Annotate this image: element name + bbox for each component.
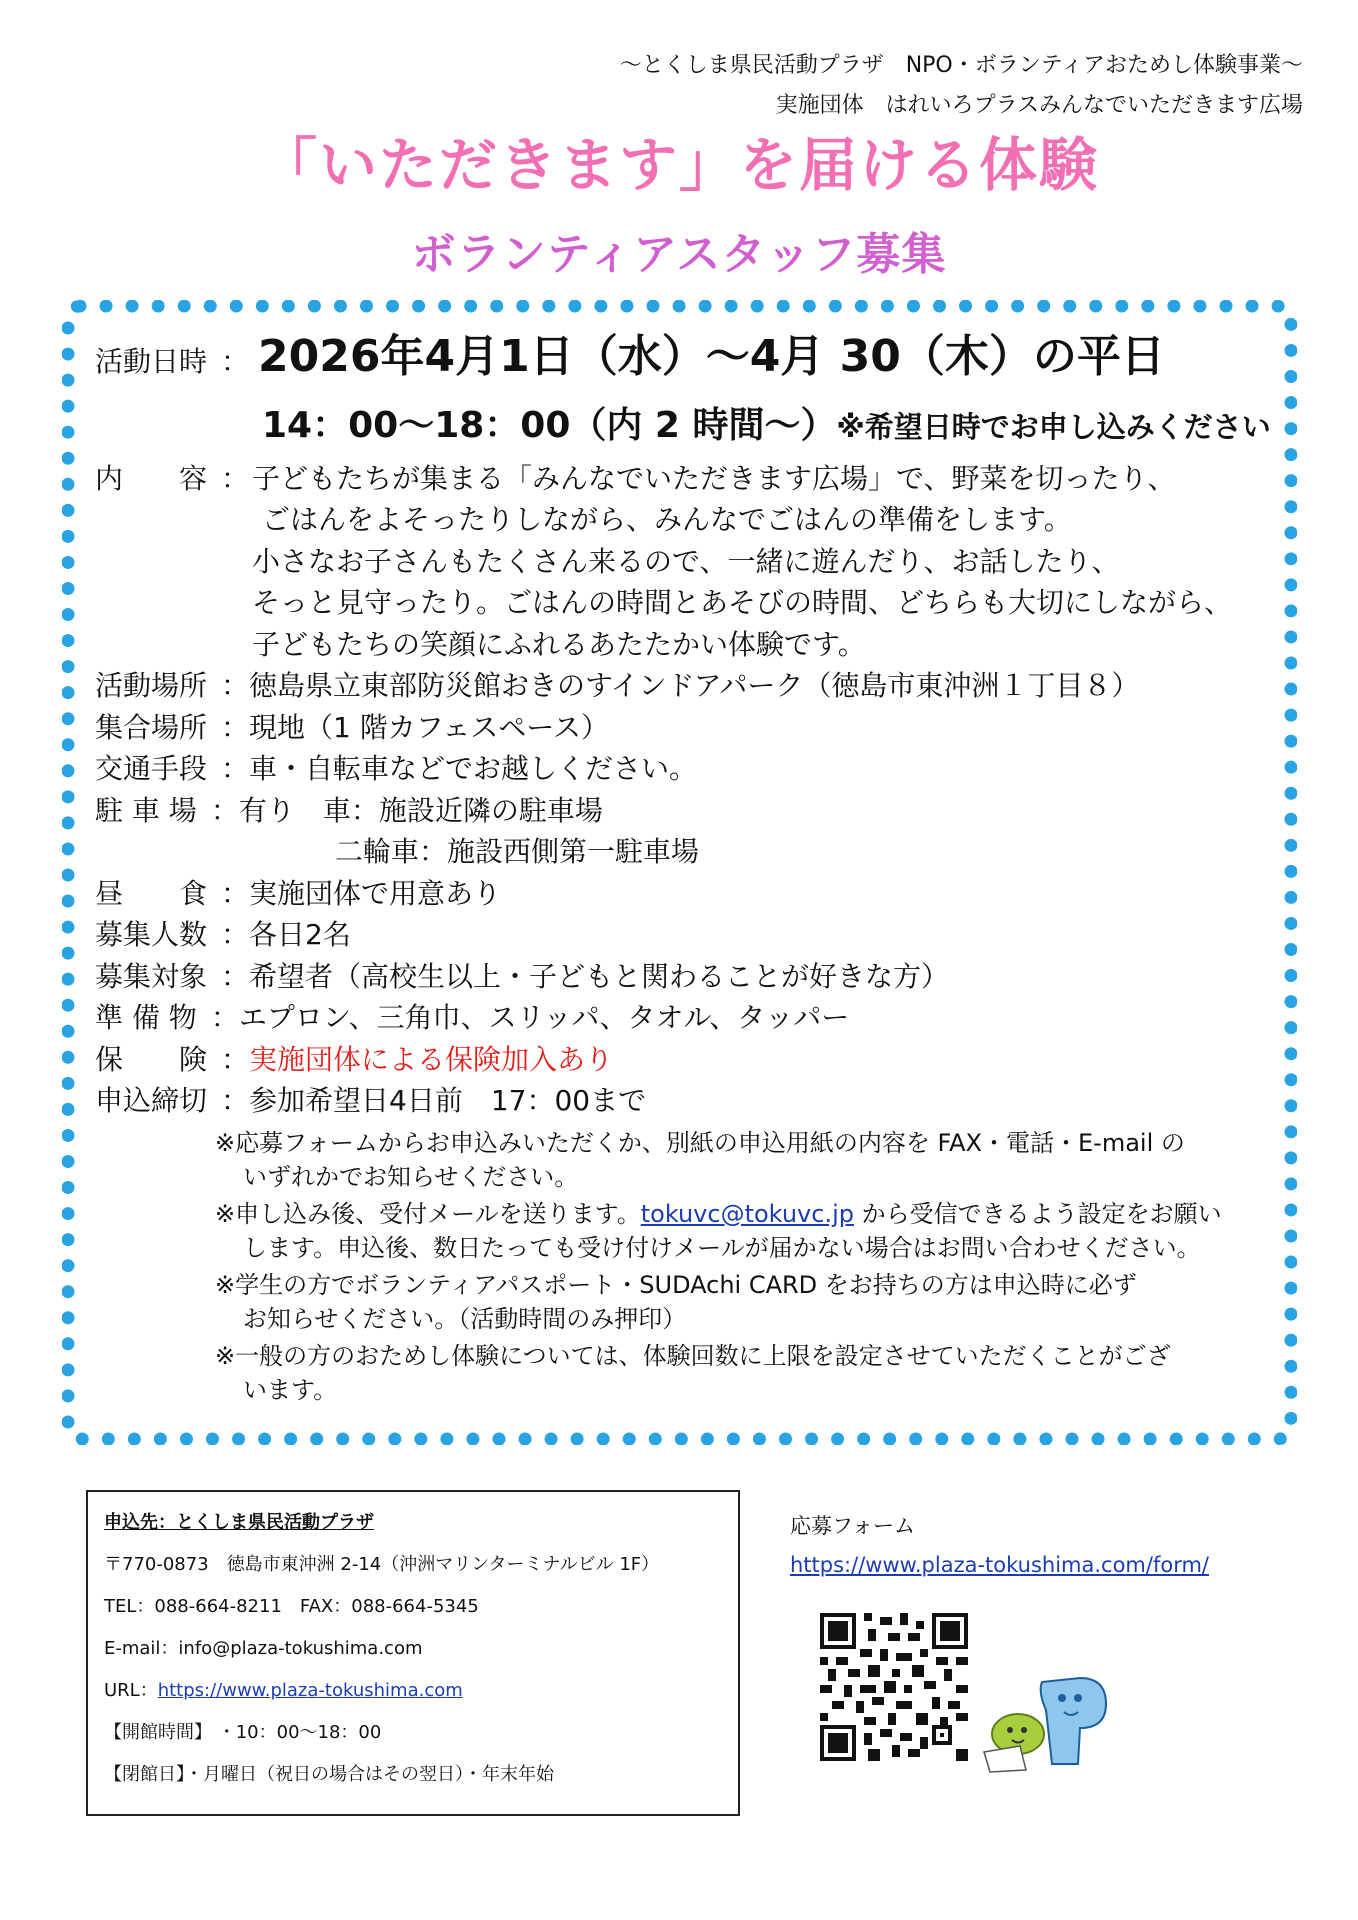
- lunch-label: 昼 食: [95, 877, 208, 910]
- content-line-1: 子どもたちが集まる「みんなでいただきます広場」で、野菜を切ったり、: [252, 462, 1176, 495]
- time-row: [262, 404, 1271, 448]
- colon: ：: [221, 462, 250, 495]
- email-link[interactable]: tokuvc@tokuvc.jp: [640, 1200, 854, 1228]
- note-2a-text-end: から受信できるよう設定をお願い: [853, 1200, 1222, 1228]
- note-1b: いずれかでお知らせください。: [243, 1163, 579, 1191]
- qr-code-icon[interactable]: [820, 1612, 968, 1762]
- content-label: 内 容: [95, 462, 208, 495]
- meet-value: 現地（1 階カフェスペース）: [249, 711, 609, 744]
- header-line-1: ～とくしま県民活動プラザ NPO・ボランティアおためし体験事業～: [619, 53, 1303, 78]
- page-title: 「いただきます」を届ける体験: [258, 131, 1099, 199]
- transport-label: 交通手段: [95, 752, 208, 785]
- deadline-value: 参加希望日4日前 17：00まで: [249, 1084, 647, 1117]
- place-label: 活動場所: [95, 669, 208, 702]
- transport-value: 車・自転車などでお越しください。: [249, 752, 698, 785]
- parking-row: [95, 794, 603, 828]
- content-label-row: [95, 462, 249, 496]
- colon: ：: [221, 1043, 250, 1076]
- contact-closed: 【閉館日】・月曜日（祝日の場合はその翌日）・年末年始: [104, 1764, 554, 1785]
- note-4b: います。: [243, 1376, 338, 1404]
- place-row: [95, 669, 1139, 703]
- date-value: 2026年4月1日（水）～4月 30（木）の平日: [258, 331, 1165, 382]
- note-2b: します。申込後、数日たっても受け付けメールが届かない場合はお問い合わせください。: [243, 1234, 1201, 1262]
- time-value: 14：00～18：00（内 2 時間～）: [262, 405, 837, 446]
- content-line-2: ごはんをよそったりしながら、みんなでごはんの準備をします。: [262, 503, 1072, 536]
- lunch-value: 実施団体で用意あり: [249, 877, 502, 910]
- colon: ：: [210, 794, 239, 827]
- date-row: [95, 345, 249, 379]
- colon: ：: [221, 345, 250, 378]
- colon: ：: [221, 1084, 250, 1117]
- note-3b: お知らせください。（活動時間のみ押印）: [243, 1305, 687, 1333]
- content-line-4: そっと見守ったり。ごはんの時間とあそびの時間、どちらも大切にしながら、: [252, 586, 1233, 619]
- note-3a: ※学生の方でボランティアパスポート・SUDAchi CARD をお持ちの方は申込時に必ず: [215, 1271, 1137, 1299]
- contact-address: 〒770-0873 徳島市東沖洲 2-14（沖洲マリンターミナルビル 1F）: [104, 1554, 660, 1575]
- count-value: 各日2名: [249, 918, 351, 951]
- contact-tel: TEL：088-664-8211 FAX：088-664-5345: [104, 1596, 479, 1617]
- content-line-3: 小さなお子さんもたくさん来るので、一緒に遊んだり、お話したり、: [252, 545, 1120, 578]
- content-line-5: 子どもたちの笑顔にふれるあたたかい体験です。: [252, 628, 866, 661]
- count-row: [95, 918, 351, 952]
- meet-label: 集合場所: [95, 711, 208, 744]
- form-label: 応募フォーム: [790, 1514, 915, 1538]
- parking-value-2: 二輪車：施設西側第一駐車場: [335, 835, 700, 868]
- meet-row: [95, 711, 609, 745]
- header-line-2: 実施団体 はれいろプラスみんなでいただきます広場: [775, 93, 1303, 118]
- contact-email: E-mail：info@plaza-tokushima.com: [104, 1638, 423, 1659]
- insurance-label: 保 険: [95, 1043, 208, 1076]
- form-link[interactable]: https://www.plaza-tokushima.com/form/: [790, 1553, 1210, 1577]
- lunch-row: [95, 877, 501, 911]
- target-row: [95, 960, 949, 994]
- url-label: URL：: [104, 1680, 158, 1701]
- colon: ：: [221, 960, 250, 993]
- deadline-label: 申込締切: [95, 1084, 208, 1117]
- page-subtitle: ボランティアスタッフ募集: [411, 229, 947, 280]
- deadline-row: [95, 1084, 646, 1118]
- colon: ：: [210, 1001, 239, 1034]
- items-row: [95, 1001, 849, 1035]
- target-label: 募集対象: [95, 960, 208, 993]
- date-label: 活動日時: [95, 345, 208, 378]
- transport-row: [95, 752, 697, 786]
- parking-value-1: 有り 車：施設近隣の駐車場: [238, 794, 603, 827]
- note-2a-text: ※申し込み後、受付メールを送ります。: [215, 1200, 641, 1228]
- note-4a: ※一般の方のおためし体験については、体験回数に上限を設定させていただくことがござ: [215, 1342, 1171, 1370]
- contact-url-row: [104, 1676, 463, 1702]
- note-1a: ※応募フォームからお申込みいただくか、別紙の申込用紙の内容を FAX・電話・E-mail の: [215, 1129, 1185, 1157]
- time-note: ※希望日時でお申し込みください: [836, 410, 1271, 444]
- insurance-value: 実施団体による保険加入あり: [249, 1043, 614, 1076]
- items-value: エプロン、三角巾、スリッパ、タオル、タッパー: [238, 1001, 850, 1034]
- insurance-row: [95, 1043, 613, 1077]
- colon: ：: [221, 669, 250, 702]
- parking-label: 駐 車 場: [95, 794, 197, 827]
- colon: ：: [221, 918, 250, 951]
- count-label: 募集人数: [95, 918, 208, 951]
- contact-hours: 【開館時間】 ・10：00～18：00: [104, 1722, 382, 1743]
- colon: ：: [221, 877, 250, 910]
- note-2a: [215, 1199, 1222, 1229]
- colon: ：: [221, 711, 250, 744]
- target-value: 希望者（高校生以上・子どもと関わることが好きな方）: [249, 960, 950, 993]
- website-link[interactable]: https://www.plaza-tokushima.com: [157, 1680, 463, 1701]
- place-value: 徳島県立東部防災館おきのすインドアパーク（徳島市東沖洲１丁目８）: [249, 669, 1140, 702]
- mascot-characters-icon: [980, 1672, 1120, 1774]
- items-label: 準 備 物: [95, 1001, 197, 1034]
- colon: ：: [221, 752, 250, 785]
- contact-heading: 申込先：とくしま県民活動プラザ: [104, 1512, 374, 1533]
